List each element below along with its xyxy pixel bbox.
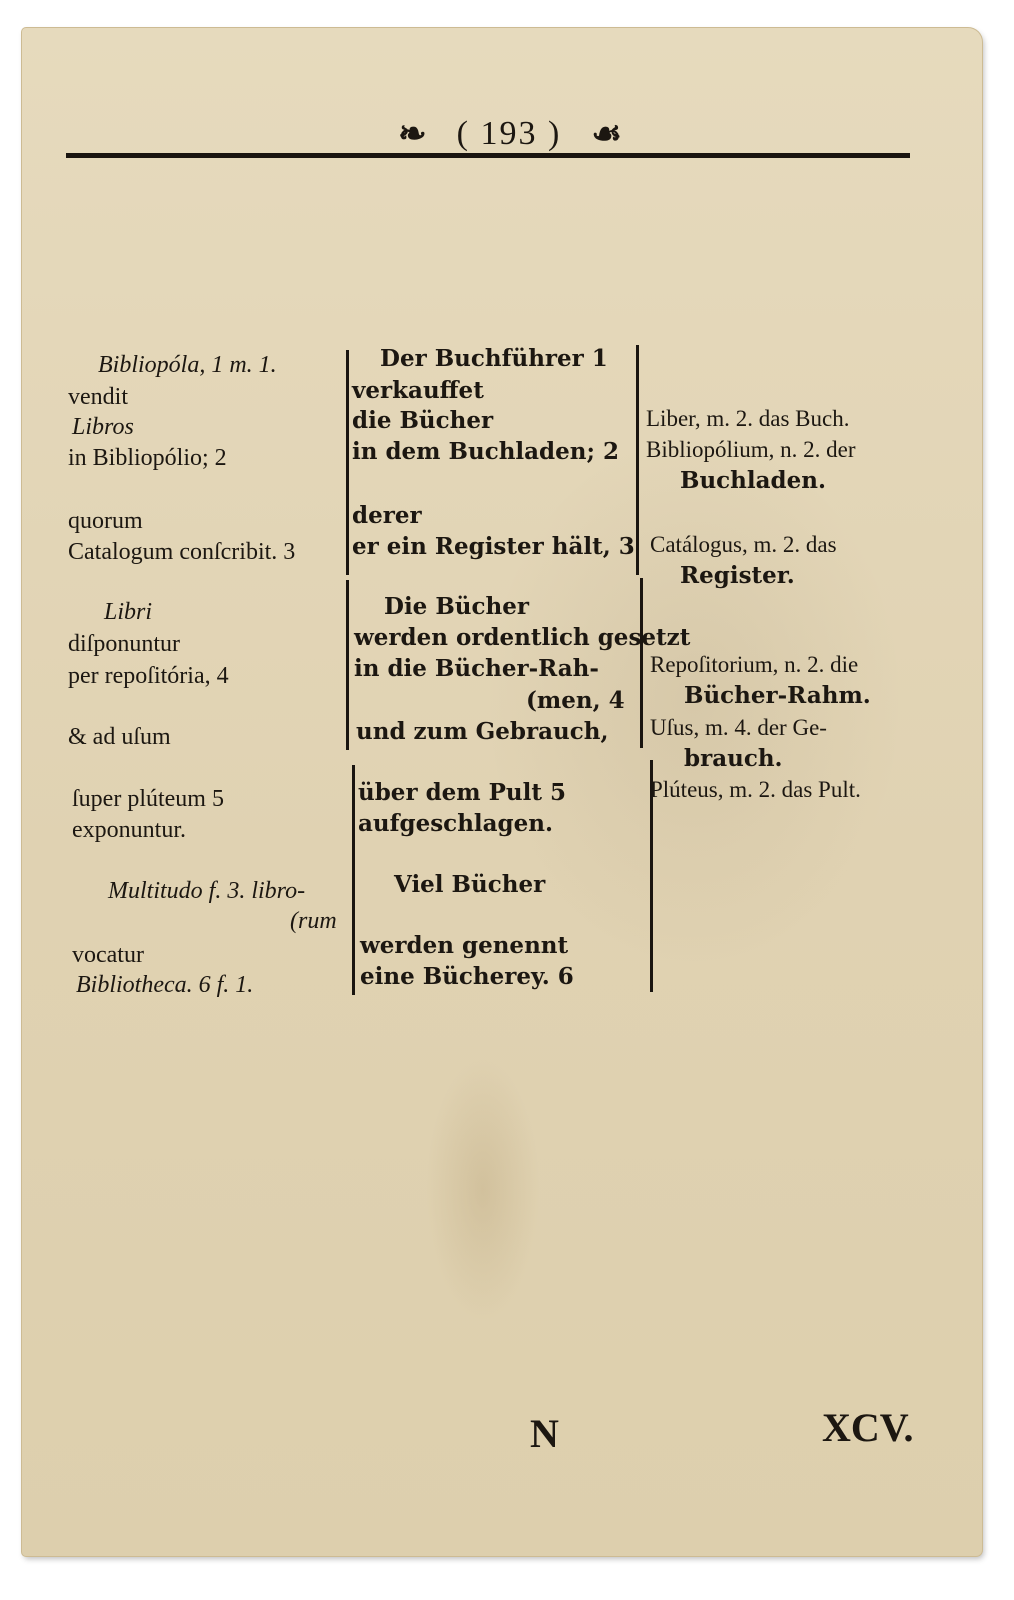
latin-line: ſuper plúteum 5 bbox=[72, 786, 224, 812]
german-line: eine Bücherey. 6 bbox=[360, 963, 574, 990]
glossary-line: Plúteus, m. 2. das Pult. bbox=[650, 777, 861, 802]
german-line: Viel Bücher bbox=[394, 871, 546, 898]
german-line: (men, 4 bbox=[526, 687, 625, 714]
column-divider bbox=[636, 345, 639, 575]
signature-mark: N bbox=[530, 1411, 559, 1456]
latin-line: Libri bbox=[104, 599, 153, 625]
german-line: aufgeschlagen. bbox=[358, 810, 553, 837]
column-divider bbox=[352, 765, 355, 995]
glossary-line: Liber, m. 2. das Buch. bbox=[646, 406, 850, 431]
german-line: die Bücher bbox=[352, 407, 494, 434]
german-line: und zum Gebrauch, bbox=[356, 718, 609, 745]
glossary-line: Bibliopólium, n. 2. der bbox=[646, 437, 856, 462]
glossary-line: Catálogus, m. 2. das bbox=[650, 532, 837, 557]
latin-line: Catalogum conſcribit. 3 bbox=[68, 539, 296, 565]
latin-line: exponuntur. bbox=[72, 817, 186, 843]
latin-line: vocatur bbox=[72, 942, 144, 968]
german-line: er ein Register hält, 3 bbox=[352, 533, 635, 560]
glossary-line: Bücher-Rahm. bbox=[684, 682, 871, 709]
glossary-line: Repoſitorium, n. 2. die bbox=[650, 652, 859, 677]
ornament-right-icon: ☙ bbox=[591, 116, 622, 153]
german-line: Die Bücher bbox=[384, 593, 529, 620]
column-divider bbox=[640, 578, 643, 748]
page-number: ( 193 ) bbox=[456, 115, 562, 152]
german-line: in die Bücher-Rah- bbox=[354, 655, 599, 682]
glossary-line: Uſus, m. 4. der Ge- bbox=[650, 715, 827, 740]
latin-line: vendit bbox=[68, 384, 128, 410]
german-line: verkauffet bbox=[352, 377, 484, 404]
german-line: werden ordentlich gesetzt bbox=[354, 624, 691, 651]
latin-line: quorum bbox=[68, 508, 143, 534]
german-line: über dem Pult 5 bbox=[358, 779, 567, 806]
german-line: in dem Buchladen; 2 bbox=[352, 438, 619, 465]
latin-line: per repoſitória, 4 bbox=[68, 663, 229, 689]
latin-line: in Bibliopólio; 2 bbox=[68, 445, 227, 471]
german-line: Der Buchführer 1 bbox=[380, 345, 608, 372]
latin-line: Multitudo f. 3. libro- bbox=[108, 878, 306, 904]
ornament-left-icon: ❧ bbox=[398, 116, 427, 153]
latin-line: & ad uſum bbox=[68, 724, 171, 750]
german-line: werden genennt bbox=[360, 932, 569, 959]
glossary-line: Buchladen. bbox=[680, 467, 826, 494]
latin-line: Bibliopóla, 1 m. 1. bbox=[98, 352, 277, 378]
glossary-line: Register. bbox=[680, 562, 795, 589]
glossary-line: brauch. bbox=[684, 745, 783, 772]
german-line: derer bbox=[352, 502, 422, 529]
latin-line: diſponuntur bbox=[68, 631, 180, 657]
column-divider bbox=[346, 350, 349, 575]
column-divider bbox=[346, 580, 349, 750]
latin-line: Bibliotheca. 6 f. 1. bbox=[76, 972, 254, 998]
catchword: XCV. bbox=[822, 1405, 914, 1450]
latin-line: (rum bbox=[290, 908, 337, 934]
header-rule bbox=[66, 153, 910, 158]
latin-line: Libros bbox=[72, 414, 134, 440]
